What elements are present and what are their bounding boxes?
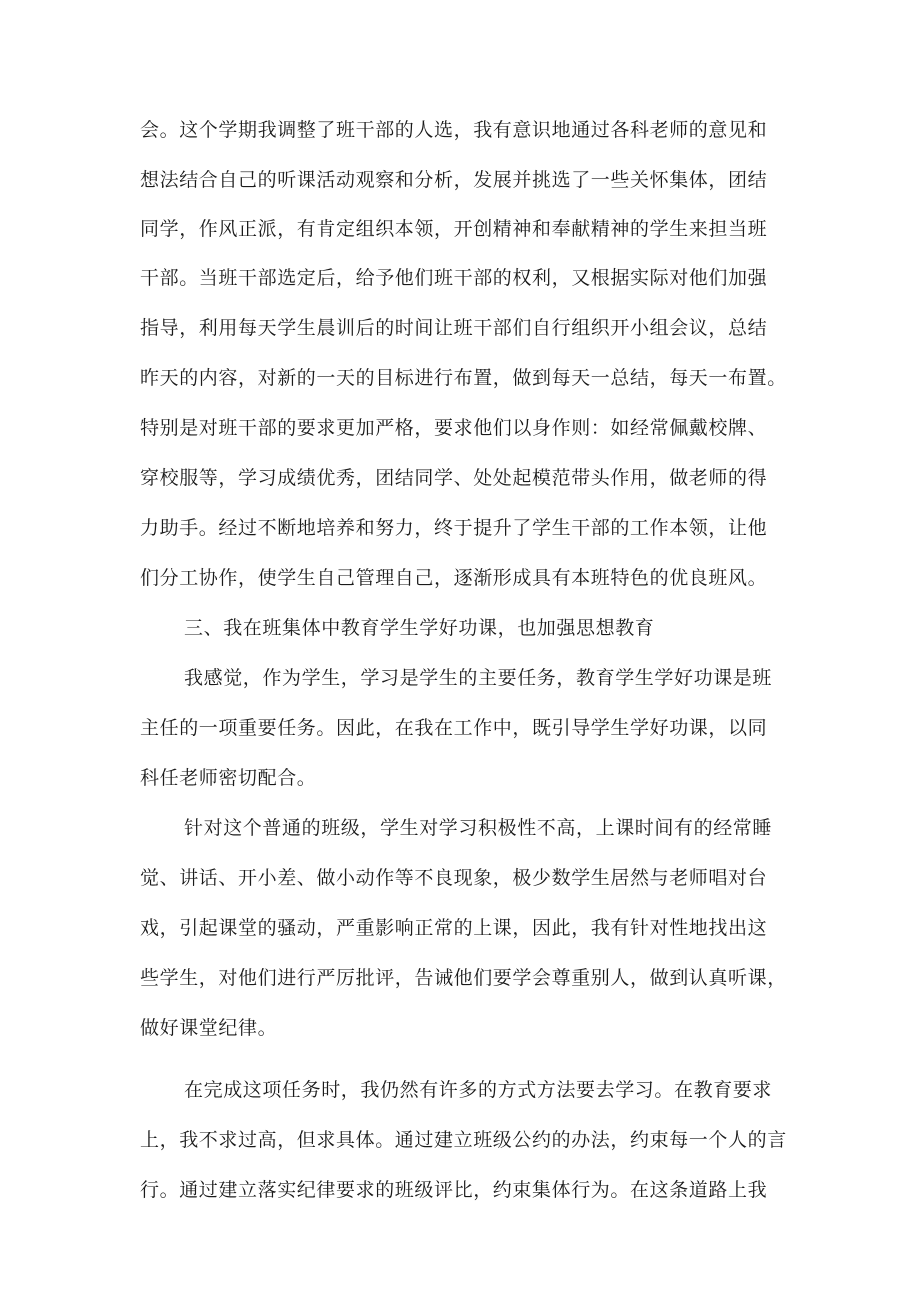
- text-line: 科任老师密切配合。: [140, 767, 317, 789]
- text-line: 会。这个学期我调整了班干部的人选，我有意识地通过各科老师的意见和: [140, 119, 768, 141]
- text-line: 觉、讲话、开小差、做小动作等不良现象，极少数学生居然与老师唱对台: [140, 867, 768, 889]
- text-line: 穿校服等，学习成绩优秀，团结同学、处处起模范带头作用，做老师的得: [140, 467, 768, 489]
- text-line: 想法结合自己的听课活动观察和分析，发展并挑选了一些关怀集体，团结: [140, 169, 768, 191]
- text-line: 针对这个普通的班级，学生对学习积极性不高，上课时间有的经常睡: [184, 817, 773, 839]
- text-line: 们分工协作，使学生自己管理自己，逐渐形成具有本班特色的优良班风。: [140, 567, 768, 589]
- text-line: 干部。当班干部选定后，给予他们班干部的权利，又根据实际对他们加强: [140, 267, 768, 289]
- text-line: 戏，引起课堂的骚动，严重影响正常的上课，因此，我有针对性地找出这: [140, 917, 768, 939]
- text-line: 些学生，对他们进行严厉批评，告诫他们要学会尊重别人，做到认真听课，: [140, 967, 787, 989]
- text-line: 力助手。经过不断地培养和努力，终于提升了学生干部的工作本领，让他: [140, 517, 768, 539]
- text-line: 主任的一项重要任务。因此，在我在工作中，既引导学生学好功课，以同: [140, 717, 768, 739]
- text-line: 做好课堂纪律。: [140, 1017, 278, 1039]
- section-heading: 三、我在班集体中教育学生学好功课，也加强思想教育: [184, 617, 655, 639]
- text-line: 我感觉，作为学生，学习是学生的主要任务，教育学生学好功课是班: [184, 667, 773, 689]
- text-line: 在完成这项任务时，我仍然有许多的方式方法要去学习。在教育要求: [184, 1079, 773, 1101]
- text-line: 行。通过建立落实纪律要求的班级评比，约束集体行为。在这条道路上我: [140, 1179, 768, 1201]
- text-line: 特别是对班干部的要求更加严格，要求他们以身作则：如经常佩戴校牌、: [140, 417, 768, 439]
- text-line: 同学，作风正派，有肯定组织本领，开创精神和奉献精神的学生来担当班: [140, 218, 768, 240]
- text-line: 昨天的内容，对新的一天的目标进行布置，做到每天一总结，每天一布置。: [140, 367, 787, 389]
- text-line: 上，我不求过高，但求具体。通过建立班级公约的办法，约束每一个人的言: [140, 1129, 787, 1151]
- text-line: 指导，利用每天学生晨训后的时间让班干部们自行组织开小组会议，总结: [140, 317, 768, 339]
